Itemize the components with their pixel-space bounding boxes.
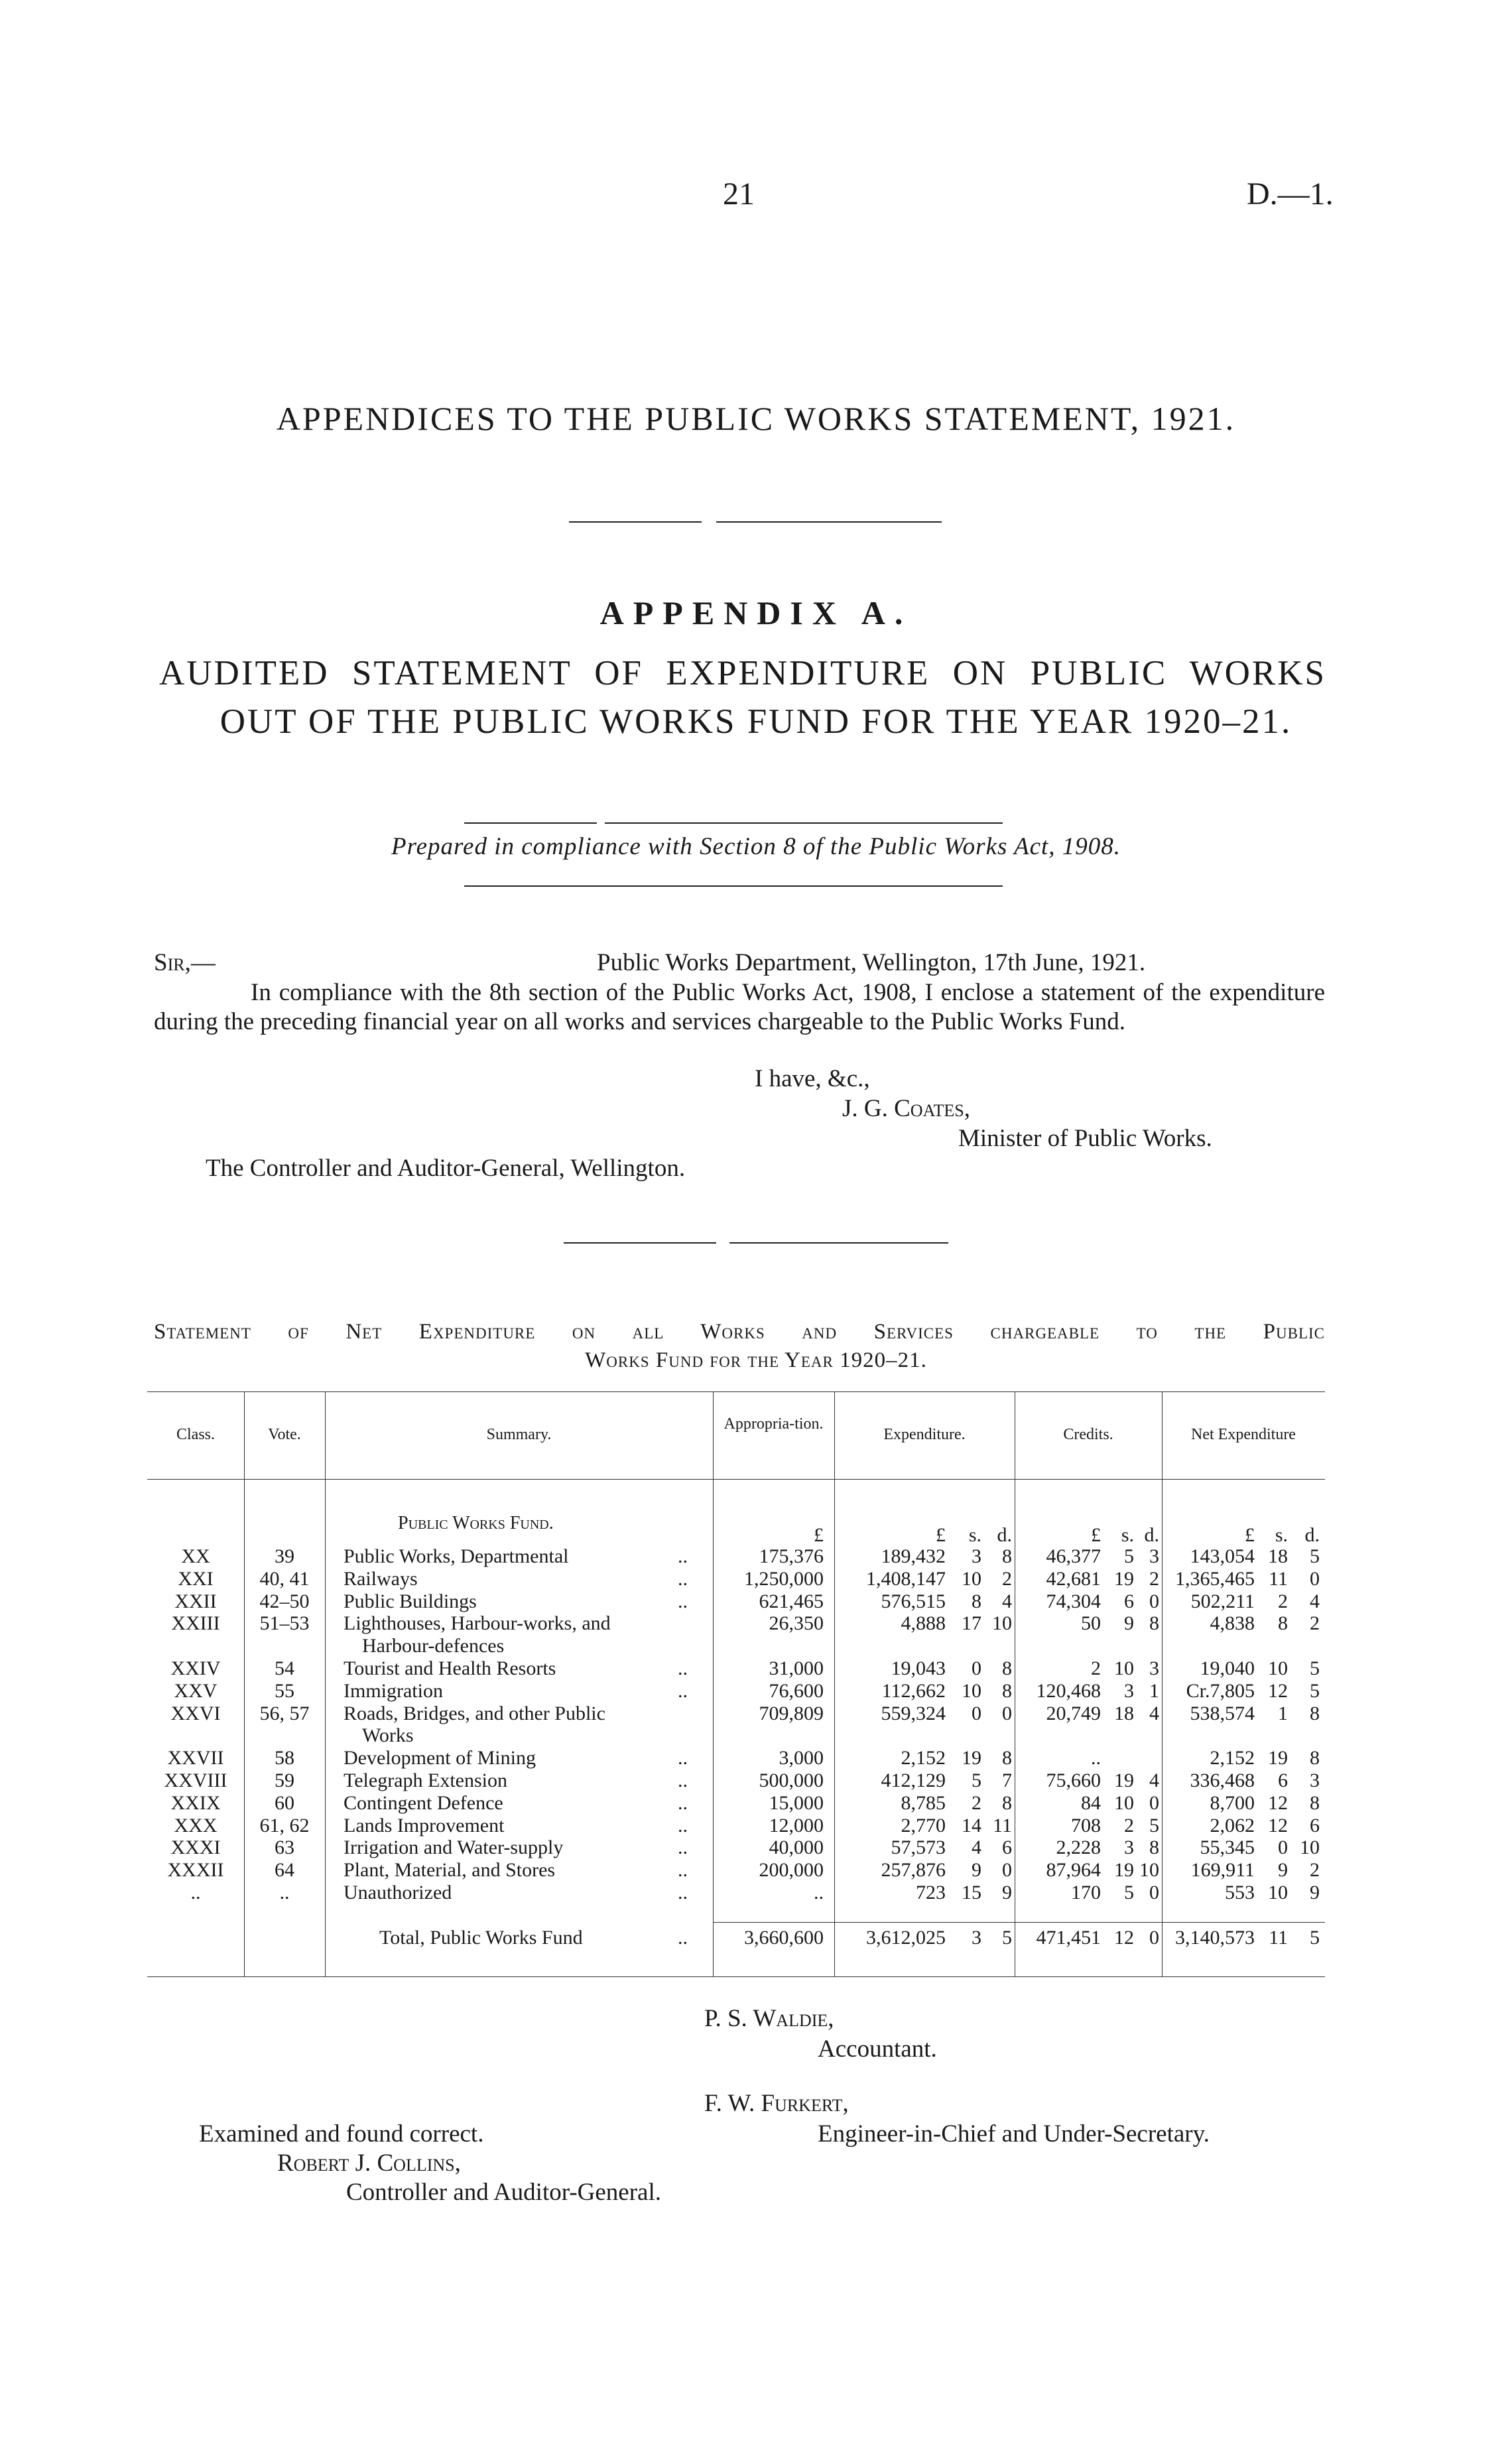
row-expenditure-shillings: 2: [972, 1791, 981, 1814]
row-vote: 40, 41: [259, 1567, 310, 1590]
row-credits-pence: 3: [1149, 1657, 1159, 1679]
row-appropriation: 3,000: [779, 1747, 824, 1769]
row-appropriation: 500,000: [759, 1769, 824, 1791]
row-credits-shillings: 10: [1114, 1657, 1134, 1679]
row-credits-pounds: 708: [1071, 1814, 1101, 1836]
row-net-shillings: 12: [1268, 1791, 1288, 1814]
row-appropriation: 40,000: [769, 1836, 824, 1859]
table-bottom-rule: [147, 1976, 1325, 1977]
row-vote: 63: [275, 1836, 294, 1859]
row-expenditure-pence: 7: [1002, 1769, 1012, 1791]
statement-title-line-1: Statement of Net Expenditure on all Works and Services chargeable to the Public: [154, 1320, 1325, 1344]
row-expenditure-pence: 8: [1002, 1747, 1012, 1769]
total-net-shillings: 11: [1269, 1927, 1288, 1949]
row-appropriation: 12,000: [769, 1814, 824, 1836]
row-expenditure-shillings: 19: [962, 1747, 981, 1769]
row-class: ..: [190, 1882, 201, 1903]
row-expenditure-shillings: 10: [962, 1567, 981, 1590]
row-expenditure-pence: 8: [1002, 1545, 1012, 1567]
leader-dots: ..: [678, 1859, 688, 1882]
total-net-pence: 5: [1310, 1927, 1320, 1949]
row-expenditure-pounds: 57,573: [891, 1836, 946, 1859]
row-expenditure-pounds: 19,043: [891, 1657, 946, 1679]
heading-line-1: AUDITED STATEMENT OF EXPENDITURE ON PUBLIC WORKS: [159, 654, 1326, 692]
row-class: XX: [181, 1545, 210, 1567]
row-appropriation: 175,376: [759, 1545, 824, 1567]
row-net-pounds: 336,468: [1190, 1769, 1255, 1791]
row-summary: Public Works, Departmental: [344, 1545, 569, 1567]
row-class: XXIV: [170, 1657, 221, 1679]
row-net-pounds: 553: [1225, 1882, 1255, 1903]
row-vote: 64: [275, 1859, 294, 1882]
row-expenditure-pounds: 559,324: [881, 1702, 946, 1724]
row-vote: 58: [275, 1747, 294, 1769]
row-credits-pence: 0: [1149, 1882, 1159, 1903]
row-vote: 59: [275, 1769, 294, 1791]
row-expenditure-pence: 10: [992, 1612, 1012, 1635]
unit-label: d.: [1304, 1524, 1320, 1546]
row-expenditure-shillings: 0: [972, 1657, 981, 1679]
row-summary: Plant, Material, and Stores: [344, 1859, 556, 1882]
row-summary: Contingent Defence: [344, 1791, 503, 1814]
heading-line-2: OUT OF THE PUBLIC WORKS FUND FOR THE YEAR 1920–21.: [220, 702, 1292, 741]
row-expenditure-shillings: 9: [972, 1859, 981, 1882]
row-vote: 39: [275, 1545, 294, 1567]
row-net-shillings: 8: [1278, 1612, 1288, 1635]
unit-label: s.: [968, 1524, 981, 1546]
row-credits-pounds: 87,964: [1046, 1859, 1101, 1882]
row-expenditure-pounds: 4,888: [901, 1612, 946, 1635]
row-net-pounds: 55,345: [1200, 1836, 1255, 1859]
total-label: Total, Public Works Fund: [379, 1927, 583, 1949]
row-net-pence: 8: [1310, 1791, 1320, 1814]
row-net-pence: 9: [1310, 1882, 1320, 1903]
total-expenditure-pounds: 3,612,025: [866, 1927, 946, 1949]
row-expenditure-pounds: 412,129: [881, 1769, 946, 1791]
letter-signatory: J. G. Coates,: [842, 1095, 970, 1122]
row-expenditure-shillings: 3: [972, 1545, 981, 1567]
row-class: XXV: [174, 1679, 218, 1702]
row-expenditure-pence: 0: [1002, 1859, 1012, 1882]
letter-closing: I have, &c.,: [755, 1065, 870, 1092]
row-class: XXXI: [170, 1836, 221, 1859]
row-net-pence: 5: [1310, 1545, 1320, 1567]
row-credits-shillings: 6: [1124, 1590, 1134, 1612]
row-credits-pence: 8: [1149, 1836, 1159, 1859]
row-credits-shillings: 10: [1114, 1791, 1134, 1814]
row-expenditure-pence: 8: [1002, 1657, 1012, 1679]
row-net-pounds: 143,054: [1190, 1545, 1255, 1567]
total-credits-pounds: 471,451: [1036, 1927, 1101, 1949]
row-net-pence: 0: [1310, 1567, 1320, 1590]
leader-dots: ..: [678, 1545, 688, 1567]
unit-label: s.: [1275, 1524, 1288, 1546]
row-summary: Unauthorized: [344, 1882, 452, 1903]
unit-label: d.: [997, 1524, 1012, 1546]
row-net-pounds: 1,365,465: [1175, 1567, 1255, 1590]
row-credits-shillings: 9: [1124, 1612, 1134, 1635]
prepared-note: Prepared in compliance with Section 8 of the Public Works Act, 1908.: [391, 833, 1121, 860]
leader-dots: ..: [678, 1747, 688, 1769]
row-credits-pence: 1: [1149, 1679, 1159, 1702]
row-appropriation: 76,600: [769, 1679, 824, 1702]
controller-name: Robert J. Collins,: [277, 2150, 461, 2177]
row-expenditure-pence: 0: [1002, 1702, 1012, 1724]
row-credits-shillings: 5: [1124, 1882, 1134, 1903]
row-credits-shillings: 19: [1114, 1567, 1134, 1590]
total-credits-shillings: 12: [1114, 1927, 1134, 1949]
row-vote: 56, 57: [259, 1702, 310, 1724]
row-net-pence: 3: [1310, 1769, 1320, 1791]
row-credits-pence: 2: [1149, 1567, 1159, 1590]
leader-dots: ..: [678, 1836, 688, 1859]
row-net-shillings: 18: [1268, 1545, 1288, 1567]
row-expenditure-pence: 11: [993, 1814, 1012, 1836]
row-net-shillings: 0: [1278, 1836, 1288, 1859]
row-expenditure-pounds: 189,432: [881, 1545, 946, 1567]
table-top-rule: [147, 1391, 1325, 1392]
row-net-shillings: 19: [1268, 1747, 1288, 1769]
letter-addressee: The Controller and Auditor-General, Wellington.: [206, 1155, 686, 1182]
row-summary: Immigration: [344, 1679, 443, 1702]
row-vote: 51–53: [259, 1612, 310, 1635]
row-appropriation: 26,350: [769, 1612, 824, 1635]
row-expenditure-pounds: 576,515: [881, 1590, 946, 1612]
row-credits-pence: 4: [1149, 1702, 1159, 1724]
row-credits-shillings: 5: [1124, 1545, 1134, 1567]
letter-body-text: In compliance with the 8th section of the Public Works Act, 1908, I enclose a statement of the expenditure during the preceding financial year on all works and services chargeable to the Public Works Fund.: [154, 979, 1325, 1035]
unit-label: £: [1091, 1524, 1101, 1546]
row-credits-shillings: 18: [1114, 1702, 1134, 1724]
row-credits-pence: 0: [1149, 1590, 1159, 1612]
row-expenditure-pence: 4: [1002, 1590, 1012, 1612]
row-appropriation: 1,250,000: [744, 1567, 824, 1590]
examined-note: Examined and found correct.: [199, 2120, 484, 2148]
row-expenditure-pence: 6: [1002, 1836, 1012, 1859]
row-class: XXVII: [167, 1747, 224, 1769]
row-net-pounds: 19,040: [1200, 1657, 1255, 1679]
header-expenditure: Expenditure.: [883, 1426, 966, 1443]
document-reference: D.—1.: [1247, 176, 1334, 212]
header-net-expenditure: Net Expenditure: [1191, 1426, 1296, 1443]
row-expenditure-pounds: 2,770: [901, 1814, 946, 1836]
row-class: XXX: [174, 1814, 218, 1836]
leader-dots: ..: [678, 1657, 688, 1679]
accountant-title: Accountant.: [818, 2035, 937, 2063]
row-credits-pounds: 2: [1091, 1657, 1101, 1679]
accountant-name: P. S. Waldie,: [704, 2005, 834, 2032]
total-rule: [713, 1922, 1325, 1923]
row-expenditure-pence: 8: [1002, 1791, 1012, 1814]
row-expenditure-pounds: 1,408,147: [866, 1567, 946, 1590]
row-summary-continued: Harbour-defences: [362, 1635, 505, 1657]
row-net-shillings: 12: [1268, 1814, 1288, 1836]
row-net-shillings: 10: [1268, 1882, 1288, 1903]
total-credits-pence: 0: [1149, 1927, 1159, 1949]
row-net-shillings: 6: [1278, 1769, 1288, 1791]
leader-dots: ..: [678, 1814, 688, 1836]
leader-dots: ..: [678, 1590, 688, 1612]
row-net-pounds: 8,700: [1210, 1791, 1255, 1814]
row-credits-pence: 5: [1149, 1814, 1159, 1836]
row-credits-pounds: 120,468: [1036, 1679, 1101, 1702]
row-summary: Lighthouses, Harbour-works, and: [344, 1612, 611, 1635]
row-net-pounds: Cr.7,805: [1186, 1679, 1255, 1702]
row-credits-pounds: 84: [1081, 1791, 1101, 1814]
row-summary: Railways: [344, 1567, 418, 1590]
row-credits-pence: 10: [1139, 1859, 1159, 1882]
unit-label: £: [814, 1524, 824, 1546]
total-expenditure-shillings: 3: [972, 1927, 981, 1949]
header-appropriation: Appropria-tion.: [724, 1415, 824, 1433]
row-appropriation: ..: [814, 1882, 824, 1903]
table-header-rule: [147, 1479, 1325, 1480]
row-expenditure-pence: 8: [1002, 1679, 1012, 1702]
row-net-pence: 10: [1300, 1836, 1320, 1859]
row-credits-pence: 4: [1149, 1769, 1159, 1791]
row-net-shillings: 1: [1278, 1702, 1288, 1724]
row-net-shillings: 10: [1268, 1657, 1288, 1679]
row-credits-pence: 3: [1149, 1545, 1159, 1567]
row-net-shillings: 9: [1278, 1859, 1288, 1882]
leader-dots: ..: [678, 1882, 688, 1903]
row-net-pounds: 502,211: [1190, 1590, 1255, 1612]
row-net-pounds: 4,838: [1210, 1612, 1255, 1635]
row-appropriation: 621,465: [759, 1590, 824, 1612]
row-appropriation: 200,000: [759, 1859, 824, 1882]
divider: [464, 885, 1003, 887]
row-credits-pounds: 170: [1071, 1882, 1101, 1903]
divider: [716, 521, 942, 523]
section-label: Public Works Fund.: [398, 1513, 554, 1533]
column-rule: [325, 1391, 326, 1976]
letter-body: [154, 978, 1325, 1037]
row-net-shillings: 12: [1268, 1679, 1288, 1702]
divider: [564, 1242, 716, 1244]
row-class: XXII: [174, 1590, 217, 1612]
divider: [464, 822, 597, 824]
row-class: XXVIII: [164, 1769, 227, 1791]
row-summary: Irrigation and Water-supply: [344, 1836, 564, 1859]
leader-dots: ..: [678, 1927, 688, 1949]
unit-label: s.: [1121, 1524, 1134, 1546]
row-expenditure-pounds: 112,662: [881, 1679, 946, 1702]
divider: [605, 822, 1003, 824]
row-net-pence: 2: [1310, 1859, 1320, 1882]
row-vote: 55: [275, 1679, 294, 1702]
row-credits-pounds: 20,749: [1046, 1702, 1101, 1724]
row-net-pence: 2: [1310, 1612, 1320, 1635]
letter-signatory-title: Minister of Public Works.: [958, 1125, 1212, 1152]
row-expenditure-shillings: 5: [972, 1769, 981, 1791]
row-credits-pence: 8: [1149, 1612, 1159, 1635]
row-class: XXXII: [167, 1859, 224, 1882]
row-net-pence: 8: [1310, 1747, 1320, 1769]
row-class: XXIII: [171, 1612, 220, 1635]
row-net-shillings: 2: [1278, 1590, 1288, 1612]
row-expenditure-pounds: 8,785: [901, 1791, 946, 1814]
controller-title: Controller and Auditor-General.: [346, 2179, 661, 2206]
row-expenditure-pounds: 723: [916, 1882, 946, 1903]
engineer-name: F. W. Furkert,: [704, 2090, 849, 2117]
row-appropriation: 31,000: [769, 1657, 824, 1679]
unit-label: d.: [1144, 1524, 1159, 1546]
row-credits-pounds: 42,681: [1046, 1567, 1101, 1590]
row-expenditure-shillings: 10: [962, 1679, 981, 1702]
row-credits-shillings: 19: [1114, 1769, 1134, 1791]
row-class: XXI: [178, 1567, 214, 1590]
leader-dots: ..: [678, 1679, 688, 1702]
row-vote: 54: [275, 1657, 294, 1679]
leader-dots: ..: [678, 1769, 688, 1791]
row-credits-shillings: 3: [1124, 1836, 1134, 1859]
divider: [729, 1242, 948, 1244]
total-expenditure-pence: 5: [1002, 1927, 1012, 1949]
row-credits-pounds: 74,304: [1046, 1590, 1101, 1612]
row-net-pounds: 169,911: [1190, 1859, 1255, 1882]
row-net-pence: 5: [1310, 1679, 1320, 1702]
row-appropriation: 709,809: [759, 1702, 824, 1724]
row-expenditure-shillings: 8: [972, 1590, 981, 1612]
page-title: APPENDICES TO THE PUBLIC WORKS STATEMENT, 1921.: [276, 400, 1236, 437]
appendix-label: APPENDIX A.: [599, 594, 913, 631]
letter-dateline: Public Works Department, Wellington, 17th June, 1921.: [597, 949, 1146, 976]
row-credits-pounds: 46,377: [1046, 1545, 1101, 1567]
row-vote: ..: [279, 1882, 290, 1903]
row-expenditure-shillings: 4: [972, 1836, 981, 1859]
total-appropriation: 3,660,600: [744, 1927, 824, 1949]
row-net-pence: 4: [1310, 1590, 1320, 1612]
row-vote: 60: [275, 1791, 294, 1814]
row-expenditure-pounds: 2,152: [901, 1747, 946, 1769]
engineer-title: Engineer-in-Chief and Under-Secretary.: [818, 2120, 1210, 2148]
unit-label: £: [1245, 1524, 1255, 1546]
row-net-pounds: 538,574: [1190, 1702, 1255, 1724]
page-number: 21: [723, 176, 755, 212]
row-summary: Lands Improvement: [344, 1814, 505, 1836]
row-net-pence: 5: [1310, 1657, 1320, 1679]
row-net-pounds: 2,152: [1210, 1747, 1255, 1769]
header-credits: Credits.: [1063, 1426, 1113, 1443]
row-net-pounds: 2,062: [1210, 1814, 1255, 1836]
row-expenditure-pence: 9: [1002, 1882, 1012, 1903]
letter-salutation: Sir,—: [154, 949, 216, 976]
row-vote: 42–50: [259, 1590, 310, 1612]
row-vote: 61, 62: [259, 1814, 310, 1836]
header-summary: Summary.: [486, 1426, 552, 1443]
row-net-pence: 8: [1310, 1702, 1320, 1724]
unit-label: £: [936, 1524, 946, 1546]
row-summary: Development of Mining: [344, 1747, 536, 1769]
row-expenditure-shillings: 17: [962, 1612, 981, 1635]
row-summary: Tourist and Health Resorts: [344, 1657, 556, 1679]
row-expenditure-shillings: 14: [962, 1814, 981, 1836]
row-class: XXVI: [170, 1702, 221, 1724]
row-credits-pounds: 75,660: [1046, 1769, 1101, 1791]
row-appropriation: 15,000: [769, 1791, 824, 1814]
row-summary-continued: Works: [362, 1724, 414, 1747]
row-credits-pounds: 50: [1081, 1612, 1101, 1635]
row-net-shillings: 11: [1269, 1567, 1288, 1590]
header-vote: Vote.: [268, 1426, 301, 1443]
row-credits-pounds: 2,228: [1056, 1836, 1101, 1859]
row-credits-shillings: 2: [1124, 1814, 1134, 1836]
row-expenditure-shillings: 15: [962, 1882, 981, 1903]
statement-title-line-2: Works Fund for the Year 1920–21.: [585, 1348, 927, 1372]
leader-dots: ..: [678, 1791, 688, 1814]
row-summary: Public Buildings: [344, 1590, 477, 1612]
row-class: XXIX: [170, 1791, 221, 1814]
row-summary: Roads, Bridges, and other Public: [344, 1702, 605, 1724]
total-net-pounds: 3,140,573: [1175, 1927, 1255, 1949]
row-expenditure-pounds: 257,876: [881, 1859, 946, 1882]
leader-dots: ..: [678, 1567, 688, 1590]
row-credits-pence: 0: [1149, 1791, 1159, 1814]
row-credits-shillings: 19: [1114, 1859, 1134, 1882]
row-credits-pounds: ..: [1091, 1747, 1101, 1769]
row-expenditure-pence: 2: [1002, 1567, 1012, 1590]
header-class: Class.: [176, 1426, 215, 1443]
divider: [569, 521, 702, 523]
row-expenditure-shillings: 0: [972, 1702, 981, 1724]
row-credits-shillings: 3: [1124, 1679, 1134, 1702]
row-summary: Telegraph Extension: [344, 1769, 507, 1791]
row-net-pence: 6: [1310, 1814, 1320, 1836]
